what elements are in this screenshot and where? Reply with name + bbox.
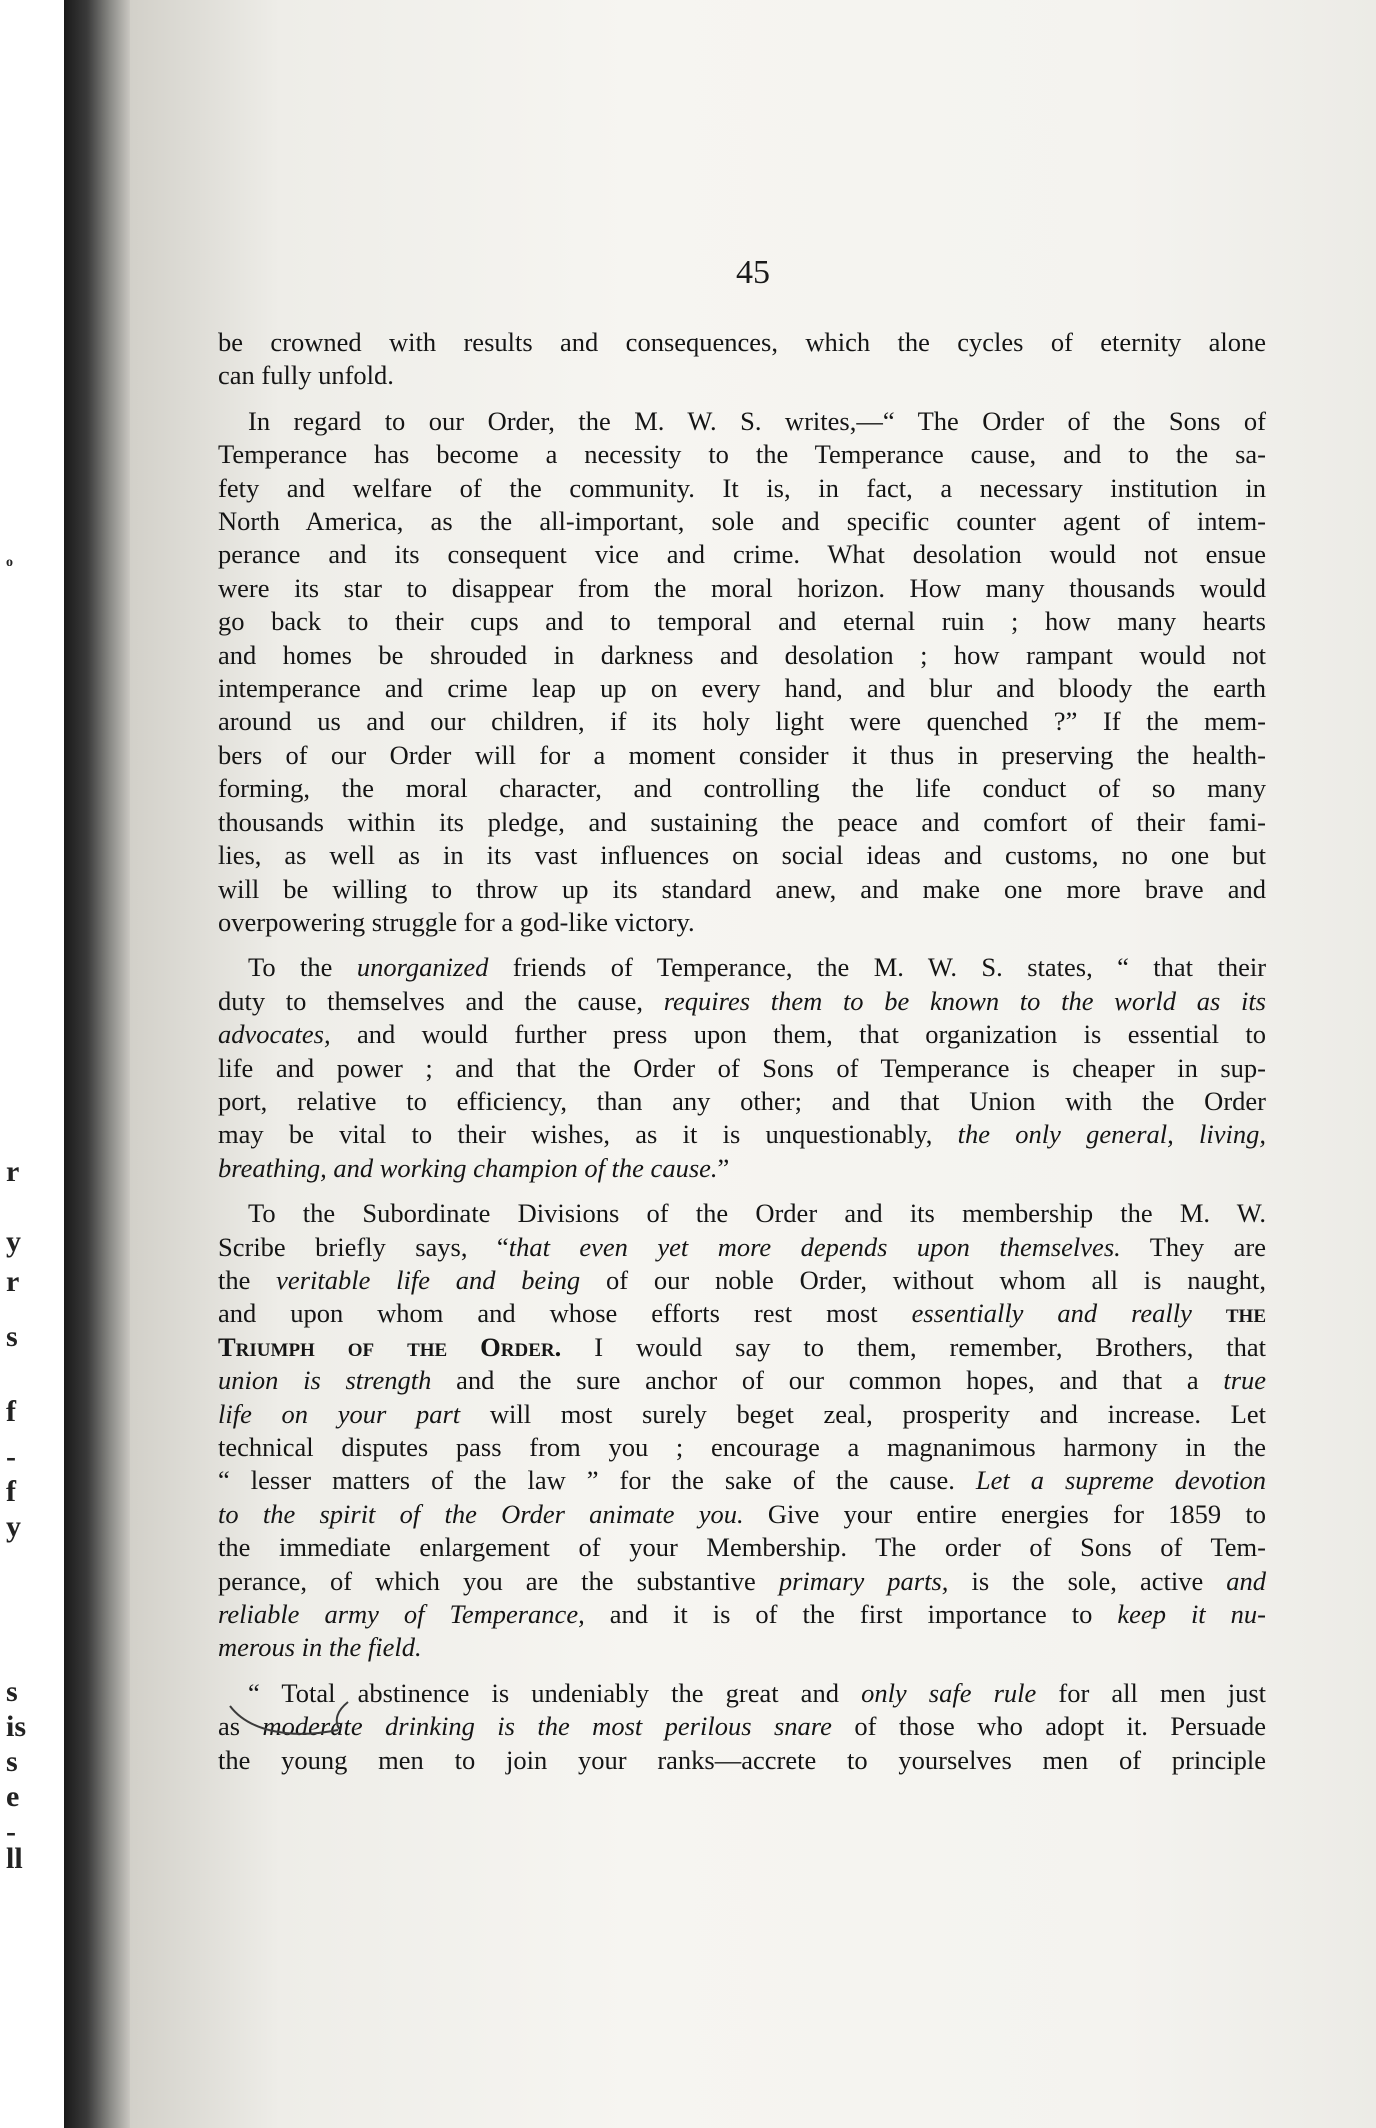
text-line: technical disputes pass from you ; encourage a magnanimous harmony in the: [218, 1432, 1266, 1462]
text-run: duty to themselves and the cause,: [218, 985, 644, 1016]
italic-run: keep it nu-: [1117, 1599, 1267, 1630]
italic-run: the only general, living,: [957, 1119, 1266, 1150]
text-line: [218, 985, 1266, 1018]
text-line: go back to their cups and to temporal and eternal ruin ; how many hearts: [218, 606, 1266, 637]
text-line: [218, 1598, 1266, 1631]
binding-shadow: [64, 0, 130, 2128]
text-line: can fully unfold.: [218, 360, 394, 391]
pencil-bracket-mark: [228, 1700, 388, 1740]
small-caps-run: Triumph of the Order.: [218, 1331, 562, 1362]
text-line: [218, 1231, 1266, 1264]
text-line: [218, 1152, 1266, 1185]
text-line: [218, 951, 1266, 984]
small-caps-run: the: [1225, 1298, 1266, 1329]
text-line: [218, 1264, 1266, 1297]
text-run: may be vital to their wishes, as it is unquestionably,: [218, 1119, 933, 1150]
italic-run: true: [1223, 1365, 1267, 1396]
italic-run: reliable army of Temperance,: [218, 1599, 585, 1630]
text-line: will be willing to throw up its standard anew, and make one more brave and: [218, 873, 1266, 904]
text-line: thousands within its pledge, and sustaining the peace and comfort of their fami-: [218, 806, 1266, 837]
text-line: the young men to join your ranks—accrete to yourselves men of principle: [218, 1744, 1266, 1775]
paragraph-1: [218, 326, 1266, 393]
italic-run: that even yet more depends upon themselves.: [508, 1231, 1121, 1262]
paragraph-3: [218, 951, 1266, 1185]
italic-run: veritable life and being: [276, 1264, 581, 1295]
text-run: of our noble Order, without whom all is naught,: [605, 1264, 1267, 1295]
edge-letter: o: [6, 555, 13, 570]
text-line: port, relative to efficiency, than any other; and that Union with the Order: [218, 1085, 1266, 1116]
edge-letter: f: [6, 1475, 16, 1508]
text-run: will most surely beget zeal, prosperity and increase. Let: [489, 1398, 1266, 1429]
text-line: Temperance has become a necessity to the Temperance cause, and to the sa-: [218, 439, 1266, 470]
italic-run: only safe rule: [861, 1677, 1037, 1708]
text-line: [218, 1364, 1266, 1397]
edge-letter: f: [6, 1395, 16, 1428]
text-run: as: [218, 1711, 241, 1742]
italic-run: essentially and really: [911, 1298, 1192, 1329]
text-line: [218, 1565, 1266, 1598]
italic-run: Let a supreme devotion: [975, 1465, 1267, 1496]
italic-run: primary parts,: [778, 1565, 949, 1596]
italic-run: merous in the field.: [218, 1632, 422, 1663]
edge-letter: s: [6, 1675, 18, 1708]
paragraph-4: [218, 1197, 1266, 1665]
text-run: Scribe briefly says, “: [218, 1231, 509, 1262]
text-line: [218, 1631, 1266, 1664]
italic-run: union is strength: [218, 1365, 432, 1396]
text-run: “ lesser matters of the law ” for the sake of the cause.: [218, 1465, 955, 1496]
edge-letter: s: [6, 1320, 18, 1353]
text-run: To the: [248, 952, 333, 983]
text-line: [218, 1498, 1266, 1531]
text-run: Give your entire energies for 1859 to: [767, 1498, 1266, 1529]
text-line: and homes be shrouded in darkness and desolation ; how rampant would not: [218, 639, 1266, 670]
italic-run: life on your part: [218, 1398, 461, 1429]
edge-letter: y: [6, 1225, 21, 1258]
page-number: 45: [736, 254, 770, 291]
italic-run: unorganized: [356, 952, 489, 983]
text-run: perance, of which you are the substantive: [218, 1565, 756, 1596]
italic-run: to the spirit of the Order animate you.: [218, 1498, 744, 1529]
text-run: the: [218, 1264, 251, 1295]
text-line: forming, the moral character, and controlling the life conduct of so many: [218, 773, 1266, 804]
italic-run: breathing, and working champion of the cause.: [218, 1152, 718, 1183]
text-line: around us and our children, if its holy light were quenched ?” If the mem-: [218, 706, 1266, 737]
text-line: To the Subordinate Divisions of the Order and its membership the M. W.: [248, 1198, 1266, 1229]
text-line: [218, 1398, 1266, 1431]
text-run: is the sole, active: [971, 1565, 1204, 1596]
italic-run: requires them to be known to the world as its: [663, 985, 1266, 1016]
text-line: In regard to our Order, the M. W. S. writes,—“ The Order of the Sons of: [248, 405, 1266, 436]
text-run: for all men just: [1058, 1677, 1267, 1708]
adjacent-page-edge: [0, 0, 64, 2128]
edge-letter: ll: [6, 1842, 23, 1875]
text-line: [218, 1331, 1266, 1364]
edge-letter: r: [6, 1265, 20, 1298]
edge-letter: e: [6, 1780, 20, 1813]
body-text: [218, 326, 1266, 1789]
italic-run: and: [1226, 1565, 1267, 1596]
text-line: overpowering struggle for a god-like victory.: [218, 906, 695, 937]
text-line: bers of our Order will for a moment consider it thus in preserving the health-: [218, 739, 1266, 770]
edge-letter: y: [6, 1510, 21, 1543]
book-page: [130, 0, 1376, 2128]
italic-run: advocates,: [218, 1019, 331, 1050]
text-line: the immediate enlargement of your Membership. The order of Sons of Tem-: [218, 1532, 1266, 1563]
text-line: [218, 1118, 1266, 1151]
text-run: and the sure anchor of our common hopes, and that a: [456, 1365, 1199, 1396]
text-line: North America, as the all-important, sole and specific counter agent of intem-: [218, 506, 1266, 537]
edge-letter: s: [6, 1745, 18, 1778]
text-line: were its star to disappear from the moral horizon. How many thousands would: [218, 572, 1266, 603]
text-run: of those who adopt it. Persuade: [854, 1711, 1267, 1742]
text-line: fety and welfare of the community. It is, in fact, a necessary institution in: [218, 472, 1266, 503]
edge-letter: r: [6, 1155, 20, 1188]
edge-letter: -: [6, 1440, 16, 1473]
edge-letter: -: [6, 1815, 16, 1848]
text-line: intemperance and crime leap up on every hand, and blur and bloody the earth: [218, 673, 1266, 704]
text-run: I would say to them, remember, Brothers, that: [594, 1331, 1266, 1362]
paragraph-2: [218, 405, 1266, 940]
italic-run: moderate drinking is the most perilous snare: [262, 1711, 832, 1742]
text-run: They are: [1149, 1231, 1266, 1262]
text-line: lies, as well as in its vast influences on social ideas and customs, no one but: [218, 840, 1266, 871]
text-line: [218, 1297, 1266, 1330]
text-line: life and power ; and that the Order of Sons of Temperance is cheaper in sup-: [218, 1052, 1266, 1083]
text-line: [218, 1464, 1266, 1497]
edge-letter: is: [6, 1710, 27, 1743]
text-run: friends of Temperance, the M. W. S. states, “ that their: [512, 952, 1267, 983]
text-line: perance and its consequent vice and crime. What desolation would not ensue: [218, 539, 1266, 570]
text-line: [218, 1018, 1266, 1051]
text-run: and it is of the first importance to: [609, 1599, 1093, 1630]
text-run: “ Total abstinence is undeniably the great and: [248, 1677, 839, 1708]
text-line: be crowned with results and consequences, which the cycles of eternity alone: [218, 327, 1266, 357]
text-run: and would further press upon them, that organization is essential to: [357, 1019, 1266, 1050]
text-run: ”: [717, 1152, 730, 1183]
text-run: and upon whom and whose efforts rest most: [218, 1298, 878, 1329]
